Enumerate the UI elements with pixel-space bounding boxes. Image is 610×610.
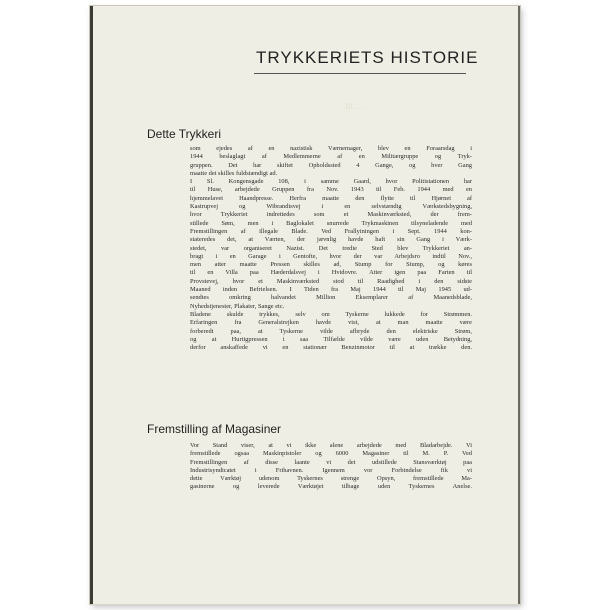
body-line: stillede Søm, men i Baglokalet snurrede Trykmaskinen tilsyneladende med bbox=[190, 219, 472, 227]
body-line: Provstevej, hvor et Maskinværksted stod til Raadighed i den sidste bbox=[190, 277, 472, 285]
body-line: stedet, var organiseret Nazist. Det tredie Sted blev Trykkeriet an- bbox=[190, 244, 472, 252]
body-line: maatte det skilles fuldstændigt ad. bbox=[190, 169, 278, 177]
body-line: forberedt paa, at Tyskerne vilde afbryde den elektriske Strøm, bbox=[190, 327, 472, 335]
body-line: gruppen. Det har skiftet Opholdssted 4 Gange, og hver Gang bbox=[190, 161, 472, 169]
body-line: Erfaringen fra Generalstrejken havde vist, at man maatte være bbox=[190, 319, 472, 327]
body-line: Bladene skulde trykkes, selv om Tyskerne lukkede for Strømmen. bbox=[190, 310, 472, 318]
body-line: hvor Trykkeriet indrettedes som et Maskinværksted, der frem- bbox=[190, 211, 472, 219]
section-body-dette-trykkeri bbox=[190, 145, 472, 352]
body-line: stateredes det, at Værten, der jævnlig havde haft sin Gang i Værk- bbox=[190, 236, 472, 244]
body-line: derfor anskaffede vi en stationær Benzinmotor til at trække den. bbox=[190, 344, 472, 352]
body-line: Vor Stand viser, at vi ikke alene arbejdede med Bladarbejde. Vi bbox=[190, 442, 472, 449]
body-line: Industrisyndicatet i Frihavnen. Igennem vor Forbindelse fik vi bbox=[190, 466, 472, 474]
body-line: men atter maatte Pressen skilles ad, Stump for Stump, og køres bbox=[190, 261, 472, 269]
body-line: I Sl. Kongensgade 108, i samme Gaard, hvor Politistationen har bbox=[190, 178, 472, 186]
body-line: og at Hurtigpressen i saa Tilfælde vilde være uden Betydning, bbox=[190, 335, 472, 343]
section-heading-dette-trykkeri: Dette Trykkeri bbox=[147, 127, 222, 141]
body-line: fremstillede ogsaa Maskinpistoler og 6000 Magasiner til M. P. Ved bbox=[190, 450, 472, 458]
body-line: bragt i en Garage i Gentofte, hvor der var Arbejdsro indtil Nov., bbox=[190, 252, 472, 260]
page-bottom-edge bbox=[92, 604, 520, 605]
body-line: Nyhedstjenester, Plakater, Sange etc. bbox=[190, 302, 285, 310]
body-line: gasinerne og leverede Værktøjet tilbage uden Tyskernes Anelse. bbox=[190, 483, 472, 491]
body-line: Fremstillingen af illegale Blade. Ved Frallyiningen i Sept. 1944 kon- bbox=[190, 227, 472, 235]
body-line: som ejedes af en nazistisk Værnemager, blev en Foraarsdag i bbox=[190, 145, 472, 152]
body-line: 1944 beslaglagt af Medlemmerne af en Militærgruppe og Tryk- bbox=[190, 153, 472, 161]
page-edge-right bbox=[518, 6, 520, 604]
body-line: Kastrupvej og Wibrandtsvej i en selvstændig Værkstedsbygning, bbox=[190, 203, 472, 211]
body-line: Fremstillingen af disse laante vi det udstillede Stansværktøj paa bbox=[190, 458, 472, 466]
body-line: hjemmelavet Haandpresse. Herfra maatte den flytte til Hjørnet af bbox=[190, 194, 472, 202]
section-heading-fremstilling-af-magasiner: Fremstilling af Magasiner bbox=[147, 422, 282, 436]
faint-show-through-text: Bl.. ... bbox=[345, 102, 365, 111]
page-edge-left bbox=[90, 6, 93, 604]
body-line: til en Villa paa Hæderdalsvej i Hvidovre. Atter igen paa Farten til bbox=[190, 269, 472, 277]
section-body-fremstilling-af-magasiner bbox=[190, 442, 472, 492]
body-line: dette Værktøj udenom Tyskernes strenge Opsyn, fremstillede Ma- bbox=[190, 475, 472, 483]
body-line: til Huse, arbejdede Gruppen fra Nov. 1943 til Feb. 1944 med en bbox=[190, 186, 472, 194]
document-page bbox=[90, 6, 520, 604]
page-title: TRYKKERIETS HISTORIE bbox=[256, 48, 479, 67]
body-line: Maaned inden Befrielsen. I Tiden fra Maj 1944 til Maj 1945 ud- bbox=[190, 286, 472, 294]
title-underline bbox=[254, 73, 466, 74]
body-line: sendtes omkring halvandet Million Eksemplarer af Maanedsblade, bbox=[190, 294, 472, 302]
